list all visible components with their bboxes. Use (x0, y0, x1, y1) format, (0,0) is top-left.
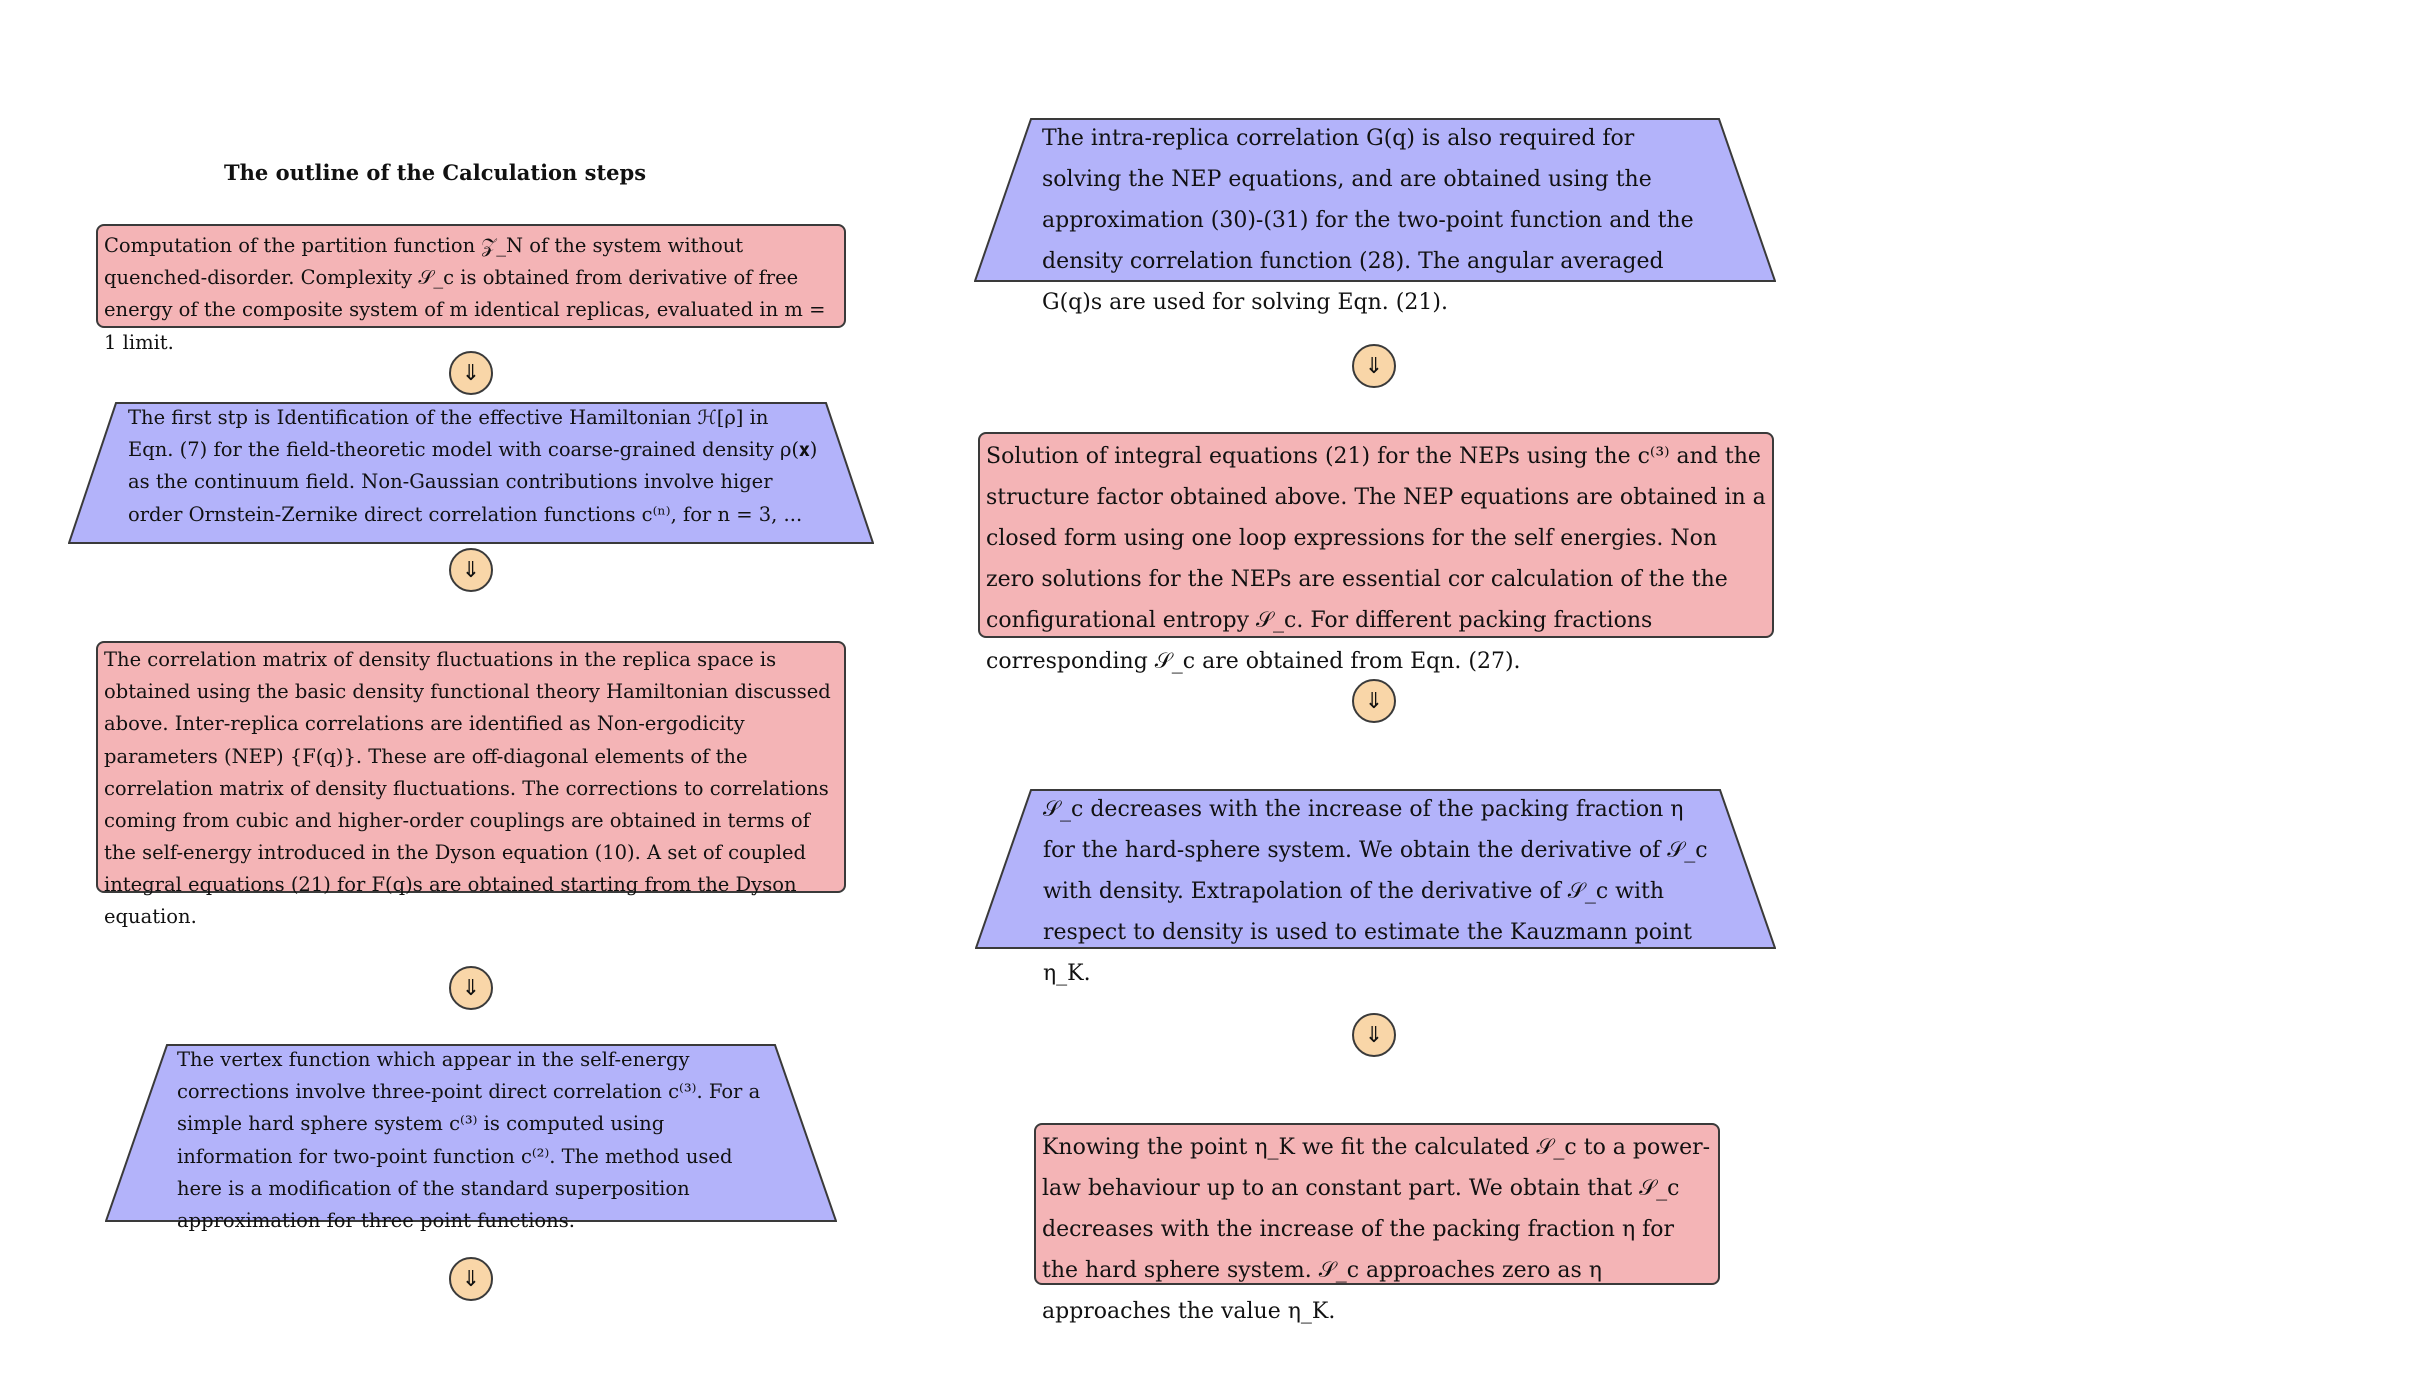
step-correlation-matrix-box (96, 641, 846, 929)
step-partition-function-text: Computation of the partition function 𝒵_N of the system without quenched-disorder. Complexity 𝒮_c is obtained from derivative of free energy of the composite system of m identical replicas, evaluated in m = 1 limit. (104, 234, 826, 354)
step-power-law-text: Knowing the point η_K we fit the calculated 𝒮_c to a power-law behaviour up to an constant part. We obtain that 𝒮_c decreases with the increase of the packing fraction η for the hard sphere system. 𝒮_c approaches zero as η approaches the value η_K. (1042, 1135, 1711, 1324)
down-arrow-icon: ⇓ (449, 351, 493, 395)
down-arrow-icon: ⇓ (1352, 679, 1396, 723)
step-nep-solution-text: Solution of integral equations (21) for the NEPs using the c⁽³⁾ and the structure factor obtained above. The NEP equations are obtained in a closed form using one loop expressions for the self energies. Non zero solutions for the NEPs are essential cor calculation of the the configurational entropy 𝒮_c. For different packing fractions corresponding 𝒮_c are obtained from Eqn. (27). (986, 444, 1766, 674)
down-arrow-icon: ⇓ (1352, 1013, 1396, 1057)
step-intra-replica-trapezoid (974, 118, 1776, 315)
step-correlation-matrix-text: The correlation matrix of density fluctuations in the replica space is obtained using the basic density functional theory Hamiltonian discussed above. Inter-replica correlations are identified as Non-ergodicity parameters (NEP) {F(q)}. These are off-diagonal elements of the correlation matrix of density fluctuations. The corrections to correlations coming from cubic and higher-order couplings are obtained in terms of the self-energy introduced in the Dyson equation (10). A set of coupled integral equations (21) for F(q)s are obtained starting from the Dyson equation. (104, 648, 831, 929)
down-arrow-icon: ⇓ (449, 548, 493, 592)
down-arrow-icon: ⇓ (1352, 344, 1396, 388)
diagram-title: The outline of the Calculation steps (224, 160, 647, 185)
step-kauzmann-text: 𝒮_c decreases with the increase of the packing fraction η for the hard-sphere system. We obtain the derivative of 𝒮_c with density. Extrapolation of the derivative of 𝒮_c with respect to density is used to estimate the Kauzmann point η_K. (1043, 797, 1708, 986)
step-hamiltonian-trapezoid (68, 402, 874, 544)
step-kauzmann-trapezoid (975, 789, 1776, 986)
step-partition-function-box (96, 224, 846, 354)
step-power-law-box (1034, 1123, 1720, 1324)
step-vertex-function-trapezoid (105, 1044, 837, 1232)
down-arrow-icon: ⇓ (449, 966, 493, 1010)
step-hamiltonian-text: The first stp is Identification of the effective Hamiltonian ℋ[ρ] in Eqn. (7) for the field-theoretic model with coarse-grained density ρ(𝐱) as the continuum field. Non-Gaussian contributions involve higer order Ornstein-Zernike direct correlation functions c⁽ⁿ⁾, for n = 3, ... (128, 406, 818, 526)
step-vertex-function-text: The vertex function which appear in the self-energy corrections involve three-point direct correlation c⁽³⁾. For a simple hard sphere system c⁽³⁾ is computed using information for two-point function c⁽²⁾. The method used here is a modification of the standard superposition approximation for three point functions. (177, 1048, 761, 1232)
down-arrow-icon: ⇓ (449, 1257, 493, 1301)
step-intra-replica-text: The intra-replica correlation G(q) is also required for solving the NEP equations, and are obtained using the approximation (30)-(31) for the two-point function and the density correlation function (28). The angular averaged G(q)s are used for solving Eqn. (21). (1042, 126, 1694, 315)
step-nep-solution-box (978, 432, 1774, 674)
